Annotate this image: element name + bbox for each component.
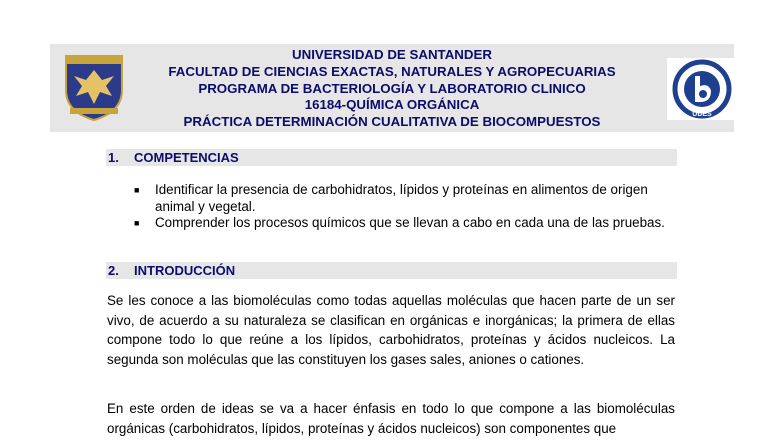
header-line-faculty: FACULTAD DE CIENCIAS EXACTAS, NATURALES Y AGROPECUARIAS xyxy=(168,63,616,79)
list-item-text: Comprender los procesos químicos que se llevan a cabo en cada una de las pruebas. xyxy=(155,215,665,230)
square-bullet-icon: ■ xyxy=(134,218,140,228)
udes-logo-text: UDES xyxy=(692,111,712,118)
square-bullet-icon: ■ xyxy=(134,185,140,195)
university-crest-logo xyxy=(62,50,126,122)
competencias-list xyxy=(132,182,677,232)
intro-paragraph-2: En este orden de ideas se va a hacer énfasis en todo lo que compone a las biomoléculas orgánicas (carbohidratos, lípidos, proteínas y ácidos nucleicos) son componentes que xyxy=(107,401,675,436)
list-item xyxy=(132,182,677,215)
section-title: INTRODUCCIÓN xyxy=(134,263,236,278)
header-line-course: 16184-QUÍMICA ORGÁNICA xyxy=(304,97,480,113)
section-number: 2. xyxy=(108,263,119,278)
section-competencias-heading xyxy=(106,149,677,166)
section-title: COMPETENCIAS xyxy=(134,150,239,165)
document-header xyxy=(130,47,654,131)
section-introduccion-heading xyxy=(106,262,677,279)
header-line-program: PROGRAMA DE BACTERIOLOGÍA Y LABORATORIO CLINICO xyxy=(198,80,586,96)
header-line-university: UNIVERSIDAD DE SANTANDER xyxy=(292,47,492,62)
udes-seal-logo xyxy=(667,58,737,120)
list-item-text: Identificar la presencia de carbohidratos, lípidos y proteínas en alimentos de origen animal y vegetal. xyxy=(155,182,648,214)
header-line-practice: PRÁCTICA DETERMINACIÓN CUALITATIVA DE BIOCOMPUESTOS xyxy=(183,114,601,130)
intro-paragraph-1: Se les conoce a las biomoléculas como todas aquellas moléculas que hacen parte de un ser vivo, de acuerdo a su naturaleza se clasifican en orgánicas e inorgánicas; la primera de ellas compone todo lo que reúne a los lípidos, carbohidratos, proteínas y ácidos nucleicos. La segunda son moléculas que las constituyen los gases sales, aniones o cationes. xyxy=(107,293,675,367)
list-item xyxy=(132,215,677,232)
section-number: 1. xyxy=(108,150,119,165)
